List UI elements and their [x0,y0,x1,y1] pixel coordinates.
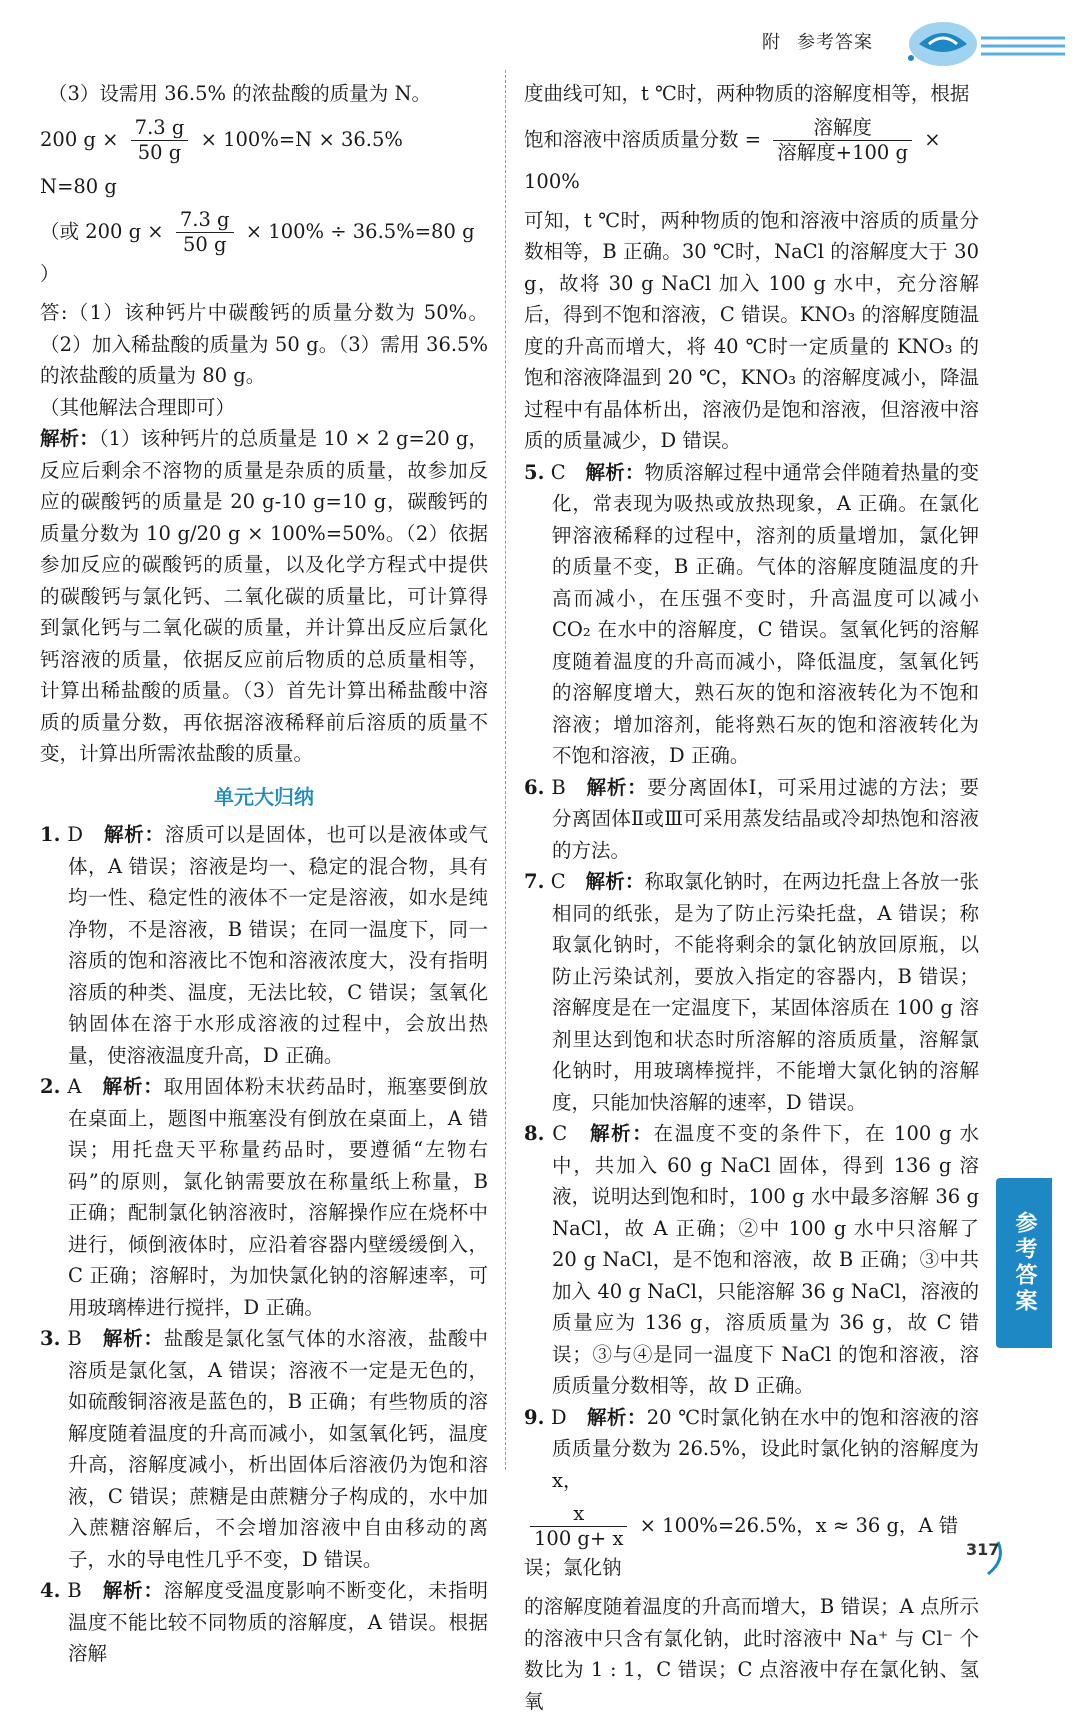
item-answer: C [550,460,566,484]
right-column [524,78,979,1717]
answer-item [40,1071,488,1323]
item-number: 9. [524,1405,545,1429]
eq1-prefix: 200 g × [40,127,119,151]
item-number: 8. [524,1122,545,1145]
other-methods-note: （其他解法合理即可） [40,395,236,419]
item-answer: C [552,1122,568,1145]
item-text: 20 ℃时氯化钠在水中的饱和溶液的溶质质量分数为 26.5%，设此时氯化钠的溶解度为 x， [552,1405,979,1492]
equation-3 [40,208,488,291]
item-label: 解析： [585,460,645,484]
part3-setup: （3）设需用 36.5% 的浓盐酸的质量为 N。 [48,82,432,105]
continuation-3: 的溶解度随着温度的升高而增大，B 错误；A 点所示的溶液中只含有氯化钠，此时溶液中 Na⁺ 与 Cl⁻ 个数比为 1 : 1，C 错误；C 点溶液中存在氯化钠、氢氧 [524,1595,979,1713]
answer-item [40,819,488,1071]
item-label: 解析： [103,823,165,846]
item-label: 解析： [586,775,648,799]
solubility-denominator: 100 g+ x [534,1527,624,1550]
item-text: 盐酸是氯化氢气体的水溶液，盐酸中溶质是氯化氢，A 错误；溶液不一定是无色的，如硫酸铜溶液是蓝色的，B 正确；有些物质的溶解度随着温度的升高而减小，如氢氧化钙，温度升高，溶解度减小，析出固体后溶液仍为饱和溶液，C 错误；蔗糖是由蔗糖分子构成的，水中加入蔗糖溶解后，不会增加溶液中自由移动的离子，水的导电性几乎不变，D 错误。 [68,1327,488,1571]
solubility-fraction [530,1502,627,1551]
item-number: 2. [40,1075,61,1098]
solubility-suffix: × 100%=26.5%，x ≈ 36 g，A 错误；氯化钠 [524,1514,959,1579]
continuation-2: 可知，t ℃时，两种物质的饱和溶液中溶质的质量分数相等，B 正确。30 ℃时，NaCl 的溶解度大于 30 g，故将 30 g NaCl 加入 100 g 水中，充分溶解后，得到不饱和溶液，C 错误。KNO₃ 的溶解度随温度的升高而增大，将 40 ℃时一定质量的 KNO₃ 的饱和溶液降温到 20 ℃，KNO₃ 的溶解度减小，降温过程中有晶体析出，溶液仍是饱和溶液，但溶液中溶质的质量减少，D 错误。 [524,208,979,452]
formula-prefix: 饱和溶液中溶质质量分数 = [524,127,762,151]
eq3-prefix: （或 200 g × [40,220,164,243]
left-column [40,78,488,1670]
item-label: 解析： [589,1122,654,1145]
mass-fraction-formula [524,116,979,199]
answer-item [524,1118,979,1402]
equation-1 [40,116,488,165]
item-answer: B [67,1327,82,1350]
formula-denominator: 溶解度+100 g [777,140,908,164]
eq3-numerator: 7.3 g [176,208,234,233]
answer-item [524,866,979,1118]
analysis-text: （1）该种钙片的总质量是 10 × 2 g=20 g，反应后剩余不溶物的质量是杂质的质量，故参加反应的碳酸钙的质量是 20 g-10 g=10 g，碳酸钙的质量分数为 10 g/20 g × 100%=50%。（2）依据参加反应的碳酸钙的质量，以及化学方程式中提供的碳酸钙与氯化钙、二氧化碳的质量比，可计算得到氯化钙与二氧化碳的质量，并计算出反应后氯化钙溶液的质量，依据反应前后物质的总质量相等，计算出稀盐酸的质量。（3）首先计算出稀盐酸中溶质的质量分数，再依据溶液稀释前后溶质的质量不变，计算出所需浓盐酸的质量。 [40,427,488,765]
solubility-equation [524,1502,979,1585]
item-answer: B [67,1579,82,1602]
analysis-paragraph [40,423,488,770]
eq1-suffix: × 100%=N × 36.5% [200,127,403,151]
item-answer: B [551,775,566,799]
page-header [0,0,1076,70]
item-answer: A [67,1075,82,1098]
item-number: 3. [40,1327,61,1350]
item-label: 解析： [585,870,645,893]
item-number: 6. [524,775,545,799]
item-text: 取用固体粉末状药品时，瓶塞要倒放在桌面上，题图中瓶塞没有倒放在桌面上，A 错误；用托盘天平称量药品时，要遵循“左物右码”的原则，氯化钠需要放在称量纸上称量，B 正确；配制氯化钠溶液时，溶解操作应在烧杯中进行，倾倒液体时，应沿着容器内壁缓缓倒入，C 正确；溶解时，为加快氯化钠的溶解速率，可用玻璃棒进行搅拌，D 正确。 [68,1075,488,1319]
eq3-suffix: × 100% ÷ 36.5%=80 g ） [40,220,475,285]
column-divider [505,70,506,1470]
answer-item [40,1575,488,1670]
item-label: 解析： [102,1579,164,1602]
item-answer: D [550,1405,567,1429]
header-prefix: 附 [762,32,781,53]
item-text: 溶解度受温度影响不断变化，未指明温度不能比较不同物质的溶解度，A 错误。根据溶解 [68,1579,488,1665]
continuation-1: 度曲线可知，t ℃时，两种物质的溶解度相等，根据 [524,82,970,105]
eq3-fraction [176,208,234,257]
item-text: 溶质可以是固体，也可以是液体或气体，A 错误；溶液是均一、稳定的混合物，具有均一性、稳定性的液体不一定是溶液，如水是纯净物，不是溶液，B 错误；在同一温度下，同一溶质的饱和溶液比不饱和溶液浓度大，没有指明溶质的种类、温度，无法比较，C 错误；氢氧化钠固体在溶于水形成溶液的过程中，会放出热量，使溶液温度升高，D 正确。 [68,823,488,1067]
answer-item [524,772,979,867]
item-answer: C [550,870,566,893]
formula-numerator: 溶解度 [773,116,912,141]
header-text [762,28,873,54]
item-text: 物质溶解过程中通常会伴随着热量的变化，常表现为吸热或放热现象，A 正确。在氯化钾溶液稀释的过程中，溶剂的质量增加，氯化钾的质量不变，B 正确。气体的溶解度随温度的升高而减小，在压强不变时，升高温度可以减小 CO₂ 在水中的溶解度，C 错误。氢氧化钙的溶解度随着温度的升高而减小，降低温度，氢氧化钙的溶解度增大，熟石灰的饱和溶液转化为不饱和溶液；增加溶剂，能将熟石灰的饱和溶液转化为不饱和溶液，D 正确。 [552,460,979,767]
item-text: 要分离固体Ⅰ，可采用过滤的方法；要分离固体Ⅱ或Ⅲ可采用蒸发结晶或冷却热饱和溶液的方法。 [552,775,979,862]
item-label: 解析： [586,1405,647,1429]
equation-2: N=80 g [40,174,117,198]
header-title: 参考答案 [797,32,873,53]
item-number: 5. [524,460,545,484]
eq3-denominator: 50 g [182,233,227,256]
answer-item [524,1402,979,1497]
answers-side-tab: 参考答案 [996,1178,1052,1348]
item-text: 在温度不变的条件下，在 100 g 水中，共加入 60 g NaCl 固体，得到 136 g 溶液，说明达到饱和时，100 g 水中最多溶解 36 g NaCl，故 A 正确；②中 100 g 水中只溶解了 20 g NaCl，是不饱和溶液，故 B 正确；③中共加入 40 g NaCl，只能溶解 36 g NaCl，溶液的质量应为 136 g，溶质质量为 36 g，故 C 错误；③与④是同一温度下 NaCl 的饱和溶液，溶质质量分数相等，故 D 正确。 [552,1122,979,1397]
eq1-denominator: 50 g [137,140,182,164]
eq1-numerator: 7.3 g [131,116,189,141]
formula-fraction [773,116,912,165]
page-number: 317 [966,1540,1000,1559]
analysis-label: 解析： [40,427,99,450]
item-label: 解析： [102,1327,164,1350]
item-number: 7. [524,870,545,893]
header-book-logo-icon [905,14,1070,70]
answer-item [40,1323,488,1575]
formula-suffix: × 100% [524,127,941,193]
answer-item [524,457,979,772]
item-label: 解析： [102,1075,164,1098]
answer-paragraph: 答:（1）该种钙片中碳酸钙的质量分数为 50%。（2）加入稀盐酸的质量为 50 g。（3）需用 36.5% 的浓盐酸的质量为 80 g。 [40,301,488,387]
solubility-numerator: x [530,1502,627,1527]
item-number: 4. [40,1579,61,1602]
item-text: 称取氯化钠时，在两边托盘上各放一张相同的纸张，是为了防止污染托盘，A 错误；称取氯化钠时，不能将剩余的氯化钠放回原瓶，以防止污染试剂，要放入指定的容器内，B 错误；溶解度是在一定温度下，某固体溶质在 100 g 溶剂里达到饱和状态时所溶解的溶质质量，溶解氯化钠时，用玻璃棒搅拌，不能增大氯化钠的溶解度，只能加快溶解的速率，D 错误。 [552,870,979,1114]
section-title: 单元大归纳 [214,784,314,809]
eq1-fraction [131,116,189,165]
item-number: 1. [40,823,61,846]
item-answer: D [67,823,83,846]
